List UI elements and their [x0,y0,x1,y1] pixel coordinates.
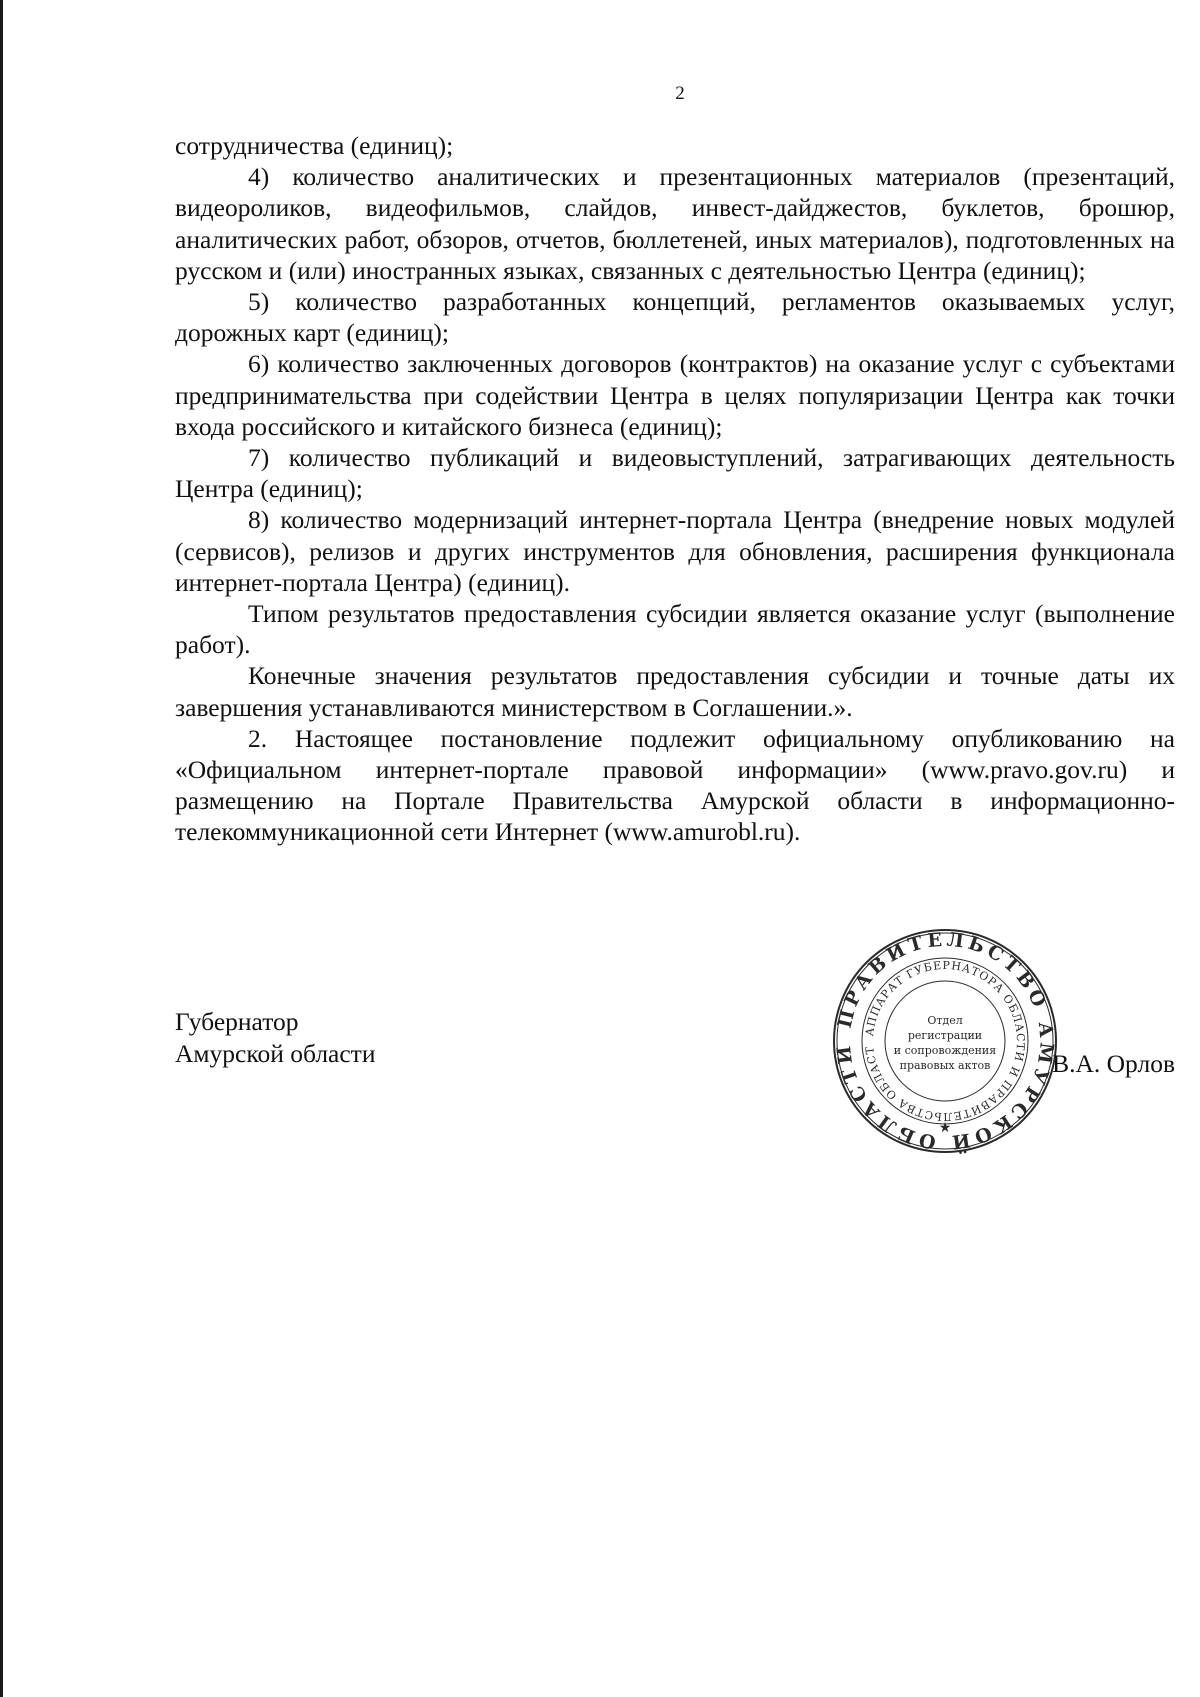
paragraph-item-8: 8) количество модернизаций интернет-портала Центра (внедрение новых модулей (сервисов), релизов и других инструментов для обновления, расширения функционала интернет-портала Центра) (единиц). [175,505,1175,597]
paragraph-final-values: Конечные значения результатов предоставления субсидии и точные даты их завершения устанавливаются министерством в Соглашении.». [175,661,1175,722]
seal-star-icon: ★ [938,1120,952,1136]
page-number: 2 [675,83,685,104]
seal-center-line4: правовых актов [899,1059,991,1072]
paragraph-result-type: Типом результатов предоставления субсидии является оказание услуг (выполнение работ). [175,599,1175,660]
seal-outer-text: ПРАВИТЕЛЬСТВО АМУРСКОЙ ОБЛАСТИ [832,928,1058,1154]
document-body [175,130,1175,848]
signer-name: В.А. Орлов [1052,1049,1175,1078]
paragraph-item-6: 6) количество заключенных договоров (контрактов) на оказание услуг с субъектами предпринимательства при содействии Центра в целях популяризации Центра как точки входа российского и китайского бизнеса (единиц); [175,349,1175,441]
seal-center-line3: и сопровождения [893,1044,997,1057]
paragraph-publication: 2. Настоящее постановление подлежит официальному опубликованию на «Официальном интернет-портале правовой информации» (www.pravo.gov.ru) и размещению на Портале Правительства Амурской области в информационно-телекоммуникационной сети Интернет (www.amurobl.ru). [175,723,1175,847]
seal-center-line1: Отдел [927,1014,963,1027]
paragraph-item-4: 4) количество аналитических и презентационных материалов (презентаций, видеороликов, видеофильмов, слайдов, инвест-дайджестов, буклетов, брошюр, аналитических работ, обзоров, отчетов, бюллетеней, иных материалов), подготовленных на русском и (или) иностранных языках, связанных с деятельностью Центра (единиц); [175,162,1175,285]
official-seal [830,926,1060,1156]
paragraph-item-7: 7) количество публикаций и видеовыступлений, затрагивающих деятельность Центра (единиц); [175,443,1175,504]
paragraph-item-5: 5) количество разработанных концепций, регламентов оказываемых услуг, дорожных карт (единиц); [175,287,1175,348]
signature-position-line1: Губернатор [175,1007,299,1036]
signature-position-line2: Амурской области [175,1039,376,1068]
seal-center-line2: регистрации [907,1029,983,1042]
paragraph-continuation: сотрудничества (единиц); [175,131,454,160]
seal-inner-text: АППАРАТ ГУБЕРНАТОРА ОБЛАСТИ И ПРАВИТЕЛЬСТВА ОБЛАСТ [863,958,1028,1124]
signature-block [175,1006,375,1070]
scan-edge [0,0,3,1697]
